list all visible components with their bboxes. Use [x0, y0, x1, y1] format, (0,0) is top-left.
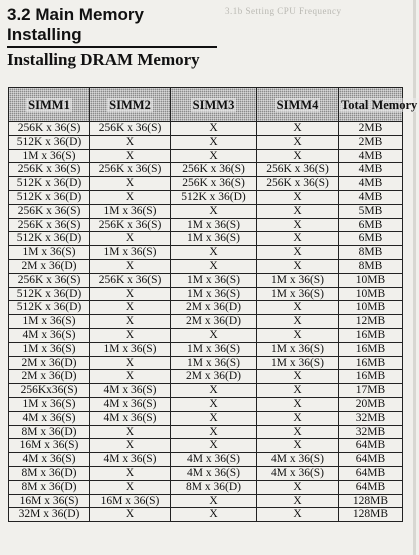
cell-simm3: X: [171, 439, 257, 453]
cell-simm4: X: [257, 149, 339, 163]
cell-simm3: X: [171, 411, 257, 425]
cell-simm1: 2M x 36(D): [9, 356, 90, 370]
cell-simm2: X: [90, 149, 171, 163]
cell-simm4: 4M x 36(S): [257, 453, 339, 467]
cell-simm3: X: [171, 425, 257, 439]
cell-simm3: X: [171, 149, 257, 163]
table-row: [9, 135, 403, 149]
table-row: [9, 328, 403, 342]
cell-simm3: X: [171, 397, 257, 411]
cell-simm4: X: [257, 218, 339, 232]
cell-simm3: 1M x 36(S): [171, 356, 257, 370]
cell-total-memory: 20MB: [339, 397, 403, 411]
table-row: [9, 246, 403, 260]
cell-simm2: X: [90, 259, 171, 273]
table-row: [9, 466, 403, 480]
cell-simm1: 256K x 36(S): [9, 273, 90, 287]
cell-simm1: 4M x 36(S): [9, 328, 90, 342]
cell-total-memory: 4MB: [339, 149, 403, 163]
cell-simm2: X: [90, 177, 171, 191]
cell-total-memory: 10MB: [339, 301, 403, 315]
cell-simm2: X: [90, 439, 171, 453]
cell-simm2: X: [90, 232, 171, 246]
cell-total-memory: 12MB: [339, 315, 403, 329]
cell-simm3: X: [171, 135, 257, 149]
table-body: [9, 122, 403, 522]
cell-simm1: 16M x 36(S): [9, 494, 90, 508]
cell-simm1: 2M x 36(D): [9, 259, 90, 273]
cell-total-memory: 2MB: [339, 135, 403, 149]
cell-simm1: 512K x 36(D): [9, 135, 90, 149]
table-row: [9, 411, 403, 425]
cell-simm3: 256K x 36(S): [171, 163, 257, 177]
cell-simm4: X: [257, 259, 339, 273]
cell-simm4: X: [257, 135, 339, 149]
table-row: [9, 218, 403, 232]
cell-simm2: X: [90, 301, 171, 315]
table-row: [9, 480, 403, 494]
cell-total-memory: 32MB: [339, 425, 403, 439]
cell-total-memory: 4MB: [339, 163, 403, 177]
table-row: [9, 370, 403, 384]
cell-simm4: 1M x 36(S): [257, 273, 339, 287]
cell-simm1: 1M x 36(S): [9, 397, 90, 411]
cell-simm2: X: [90, 135, 171, 149]
cell-simm3: X: [171, 122, 257, 136]
cell-simm3: X: [171, 384, 257, 398]
table-row: [9, 453, 403, 467]
cell-simm3: 8M x 36(D): [171, 480, 257, 494]
cell-simm1: 8M x 36(D): [9, 480, 90, 494]
cell-total-memory: 16MB: [339, 356, 403, 370]
table-row: [9, 508, 403, 522]
cell-simm3: 512K x 36(D): [171, 190, 257, 204]
cell-simm1: 512K x 36(D): [9, 177, 90, 191]
table-row: [9, 342, 403, 356]
section-title: 3.2 Main Memory Installing: [7, 5, 217, 48]
cell-simm1: 1M x 36(S): [9, 315, 90, 329]
header-simm3: SIMM3: [171, 88, 257, 122]
cell-simm2: X: [90, 190, 171, 204]
cell-simm4: X: [257, 328, 339, 342]
cell-total-memory: 128MB: [339, 494, 403, 508]
cell-simm4: 1M x 36(S): [257, 342, 339, 356]
cell-simm1: 4M x 36(S): [9, 411, 90, 425]
cell-simm4: X: [257, 301, 339, 315]
cell-simm3: X: [171, 508, 257, 522]
table-row: [9, 439, 403, 453]
table-row: [9, 122, 403, 136]
cell-total-memory: 8MB: [339, 259, 403, 273]
cell-simm2: 1M x 36(S): [90, 204, 171, 218]
cell-simm2: X: [90, 508, 171, 522]
cell-simm3: 2M x 36(D): [171, 315, 257, 329]
cell-total-memory: 64MB: [339, 439, 403, 453]
table-header-row: [9, 88, 403, 122]
cell-simm2: 256K x 36(S): [90, 218, 171, 232]
cell-total-memory: 16MB: [339, 328, 403, 342]
cell-total-memory: 16MB: [339, 342, 403, 356]
cell-simm4: X: [257, 370, 339, 384]
cell-simm1: 1M x 36(S): [9, 246, 90, 260]
table-row: [9, 397, 403, 411]
table-row: [9, 177, 403, 191]
table-row: [9, 163, 403, 177]
cell-simm2: 256K x 36(S): [90, 273, 171, 287]
cell-simm2: 256K x 36(S): [90, 122, 171, 136]
cell-simm3: 1M x 36(S): [171, 232, 257, 246]
header-simm4: SIMM4: [257, 88, 339, 122]
cell-total-memory: 16MB: [339, 370, 403, 384]
table-row: [9, 149, 403, 163]
cell-simm3: 4M x 36(S): [171, 466, 257, 480]
table-row: [9, 494, 403, 508]
cell-simm3: 1M x 36(S): [171, 287, 257, 301]
cell-simm1: 1M x 36(S): [9, 342, 90, 356]
cell-simm1: 8M x 36(D): [9, 466, 90, 480]
cell-simm3: 256K x 36(S): [171, 177, 257, 191]
scan-edge: [413, 0, 416, 555]
table-row: [9, 384, 403, 398]
cell-total-memory: 64MB: [339, 453, 403, 467]
subtitle: Installing DRAM Memory: [7, 50, 200, 69]
cell-simm4: 1M x 36(S): [257, 287, 339, 301]
cell-simm4: X: [257, 397, 339, 411]
table-row: [9, 232, 403, 246]
cell-simm1: 256K x 36(S): [9, 163, 90, 177]
cell-total-memory: 6MB: [339, 218, 403, 232]
cell-simm1: 256K x 36(S): [9, 204, 90, 218]
cell-simm2: X: [90, 480, 171, 494]
table-row: [9, 259, 403, 273]
cell-simm2: X: [90, 328, 171, 342]
cell-simm4: X: [257, 204, 339, 218]
cell-simm4: X: [257, 494, 339, 508]
table-row: [9, 356, 403, 370]
cell-simm2: 1M x 36(S): [90, 246, 171, 260]
cell-simm2: X: [90, 356, 171, 370]
cell-simm4: X: [257, 246, 339, 260]
header-simm1: SIMM1: [9, 88, 90, 122]
cell-simm1: 512K x 36(D): [9, 301, 90, 315]
cell-simm1: 2M x 36(D): [9, 370, 90, 384]
cell-total-memory: 8MB: [339, 246, 403, 260]
cell-simm3: X: [171, 494, 257, 508]
table-row: [9, 190, 403, 204]
cell-simm2: X: [90, 287, 171, 301]
cell-simm1: 256K x 36(S): [9, 218, 90, 232]
cell-simm3: 2M x 36(D): [171, 301, 257, 315]
cell-simm3: X: [171, 328, 257, 342]
header-total-memory: Total Memory: [339, 88, 403, 122]
table-row: [9, 273, 403, 287]
cell-simm3: X: [171, 259, 257, 273]
table-row: [9, 204, 403, 218]
cell-simm2: X: [90, 425, 171, 439]
cell-simm3: 1M x 36(S): [171, 273, 257, 287]
cell-simm1: 256K x 36(S): [9, 122, 90, 136]
cell-simm2: 4M x 36(S): [90, 453, 171, 467]
cell-simm2: 4M x 36(S): [90, 411, 171, 425]
cell-simm2: 4M x 36(S): [90, 384, 171, 398]
cell-simm4: X: [257, 190, 339, 204]
cell-simm1: 32M x 36(D): [9, 508, 90, 522]
cell-simm4: X: [257, 315, 339, 329]
cell-total-memory: 5MB: [339, 204, 403, 218]
cell-simm2: 1M x 36(S): [90, 342, 171, 356]
cell-simm2: X: [90, 466, 171, 480]
cell-total-memory: 6MB: [339, 232, 403, 246]
cell-total-memory: 64MB: [339, 466, 403, 480]
cell-total-memory: 4MB: [339, 177, 403, 191]
cell-simm3: X: [171, 246, 257, 260]
cell-simm4: X: [257, 411, 339, 425]
cell-total-memory: 4MB: [339, 190, 403, 204]
cell-simm4: X: [257, 508, 339, 522]
cell-total-memory: 2MB: [339, 122, 403, 136]
cell-simm1: 512K x 36(D): [9, 232, 90, 246]
cell-simm2: X: [90, 315, 171, 329]
cell-simm4: X: [257, 122, 339, 136]
table-row: [9, 425, 403, 439]
table-row: [9, 301, 403, 315]
cell-simm4: 1M x 36(S): [257, 356, 339, 370]
cell-simm4: X: [257, 425, 339, 439]
cell-simm3: X: [171, 204, 257, 218]
cell-total-memory: 10MB: [339, 287, 403, 301]
bleed-through-text-1: 3.1b Setting CPU Frequency: [225, 6, 342, 16]
cell-simm1: 512K x 36(D): [9, 287, 90, 301]
cell-total-memory: 17MB: [339, 384, 403, 398]
cell-total-memory: 32MB: [339, 411, 403, 425]
cell-simm2: X: [90, 370, 171, 384]
cell-simm2: 256K x 36(S): [90, 163, 171, 177]
cell-simm4: X: [257, 480, 339, 494]
cell-simm1: 4M x 36(S): [9, 453, 90, 467]
cell-simm4: 256K x 36(S): [257, 177, 339, 191]
cell-simm1: 8M x 36(D): [9, 425, 90, 439]
cell-simm4: X: [257, 439, 339, 453]
cell-simm4: 256K x 36(S): [257, 163, 339, 177]
cell-simm1: 512K x 36(D): [9, 190, 90, 204]
table-row: [9, 315, 403, 329]
memory-config-table: [8, 87, 418, 522]
cell-simm4: X: [257, 384, 339, 398]
cell-simm1: 16M x 36(S): [9, 439, 90, 453]
cell-total-memory: 10MB: [339, 273, 403, 287]
cell-total-memory: 128MB: [339, 508, 403, 522]
table-row: [9, 287, 403, 301]
cell-simm2: 4M x 36(S): [90, 397, 171, 411]
cell-simm3: 4M x 36(S): [171, 453, 257, 467]
header-simm2: SIMM2: [90, 88, 171, 122]
cell-simm3: 1M x 36(S): [171, 342, 257, 356]
cell-simm2: 16M x 36(S): [90, 494, 171, 508]
cell-simm1: 1M x 36(S): [9, 149, 90, 163]
cell-simm4: 4M x 36(S): [257, 466, 339, 480]
cell-simm3: 1M x 36(S): [171, 218, 257, 232]
cell-simm3: 2M x 36(D): [171, 370, 257, 384]
cell-simm4: X: [257, 232, 339, 246]
cell-total-memory: 64MB: [339, 480, 403, 494]
cell-simm1: 256Kx36(S): [9, 384, 90, 398]
